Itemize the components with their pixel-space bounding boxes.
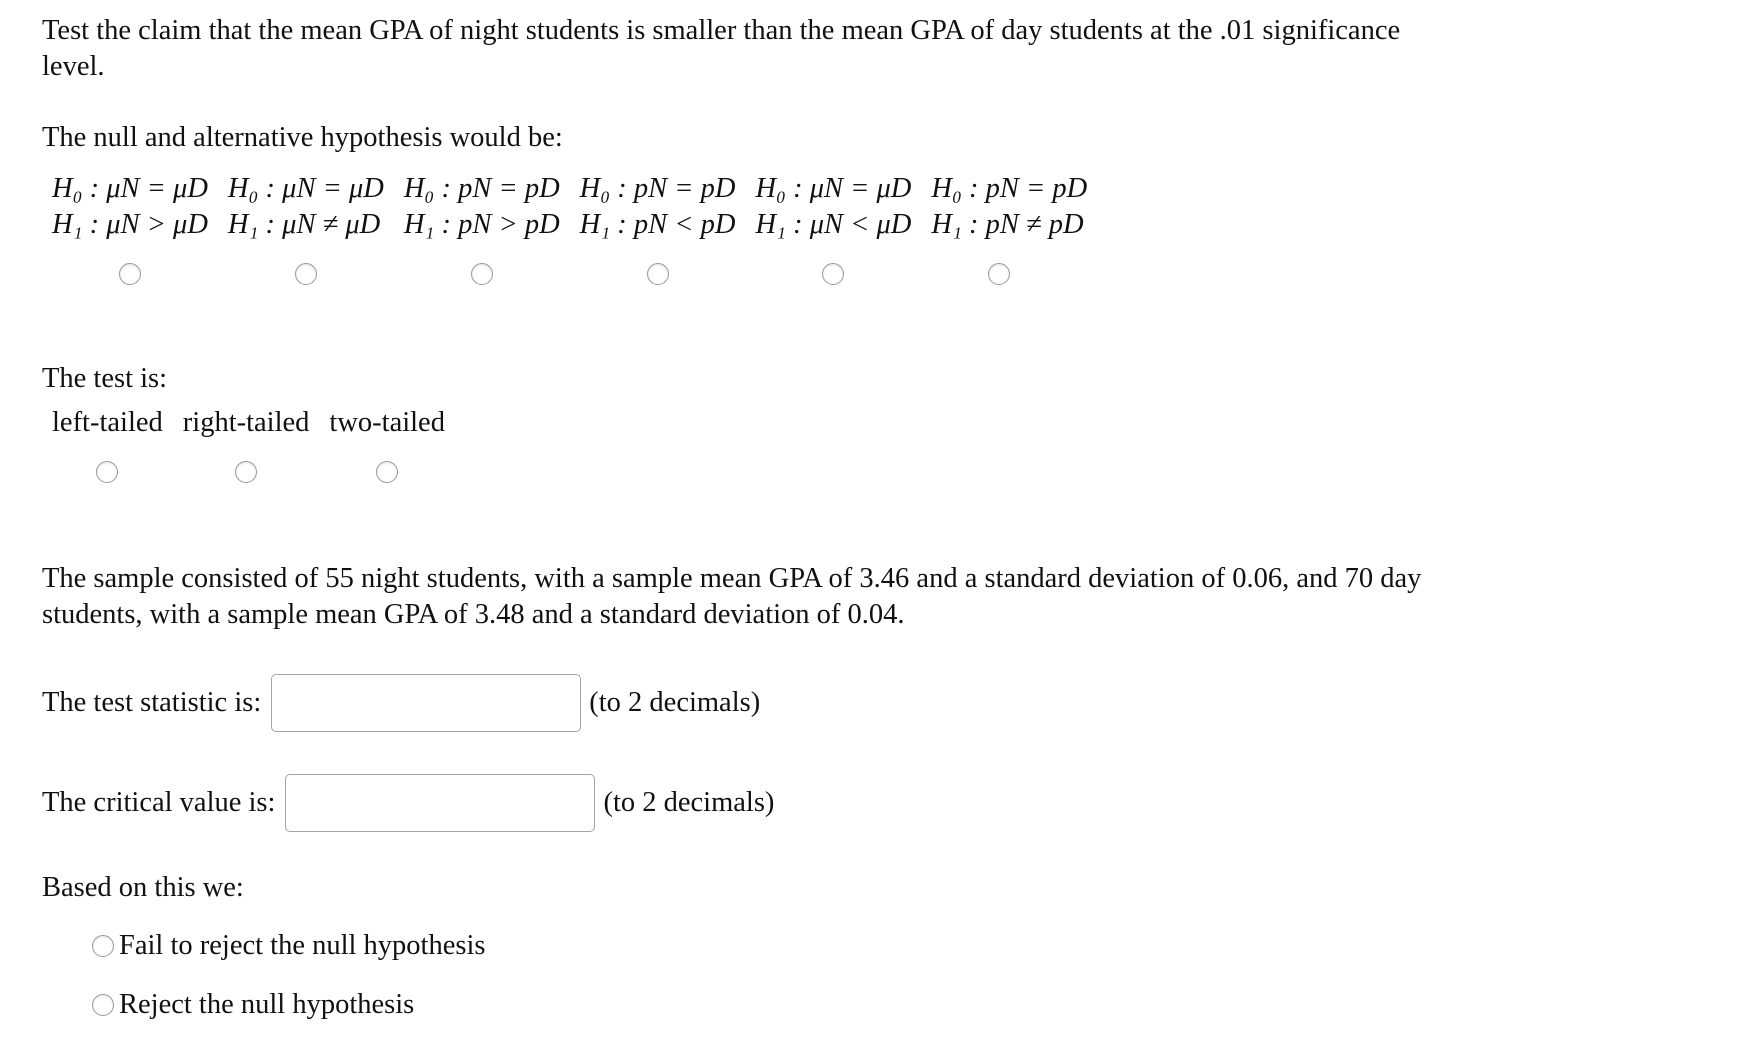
test-type-right-label: right-tailed <box>182 407 310 438</box>
hypothesis-option-1-h0: H₀ : μN = μD <box>52 173 208 204</box>
hypothesis-option-4-h1: H₁ : pN < pD <box>579 209 736 240</box>
hypothesis-option-2-h0: H₀ : μN = μD <box>227 173 384 204</box>
test-type-two-label: two-tailed <box>329 407 445 438</box>
hypothesis-option-3-h0: H₀ : pN = pD <box>403 173 560 204</box>
test-type-left-radio[interactable] <box>96 461 118 483</box>
critical-value-hint: (to 2 decimals) <box>603 787 775 818</box>
conclusion-radio-reject[interactable] <box>92 994 114 1016</box>
critical-value-row <box>42 774 774 832</box>
hypothesis-radio-6[interactable] <box>988 263 1010 285</box>
conclusion-heading: Based on this we: <box>42 872 244 903</box>
hypothesis-option-3-h1: H₁ : pN > pD <box>403 209 560 240</box>
conclusion-radio-fail-to-reject[interactable] <box>92 935 114 957</box>
hypothesis-option-6-h0: H₀ : pN = pD <box>931 173 1088 204</box>
hypothesis-heading: The null and alternative hypothesis would be: <box>42 122 563 153</box>
test-type-right-radio[interactable] <box>235 461 257 483</box>
question-claim: Test the claim that the mean GPA of night students is smaller than the mean GPA of day students at the .01 significance level. <box>42 15 1401 82</box>
hypothesis-option-4-h0: H₀ : pN = pD <box>579 173 736 204</box>
hypothesis-option-2-h1: H₁ : μN ≠ μD <box>227 209 381 240</box>
test-statistic-input[interactable] <box>271 674 581 732</box>
hypothesis-radio-5[interactable] <box>822 263 844 285</box>
conclusion-label-fail-to-reject: Fail to reject the null hypothesis <box>119 930 486 961</box>
hypothesis-option-5-h0: H₀ : μN = μD <box>755 173 912 204</box>
test-type-left-label: left-tailed <box>52 407 163 438</box>
hypothesis-option-5-h1: H₁ : μN < μD <box>755 209 912 240</box>
hypothesis-radio-4[interactable] <box>647 263 669 285</box>
conclusion-option-fail-to-reject[interactable] <box>92 928 485 964</box>
hypothesis-radio-2[interactable] <box>295 263 317 285</box>
hypothesis-options <box>52 171 1087 291</box>
test-statistic-row <box>42 674 760 732</box>
test-type-heading: The test is: <box>42 363 168 394</box>
hypothesis-radio-3[interactable] <box>471 263 493 285</box>
critical-value-input[interactable] <box>285 774 595 832</box>
test-statistic-label: The test statistic is: <box>42 687 262 718</box>
hypothesis-option-6-h1: H₁ : pN ≠ pD <box>931 209 1084 240</box>
test-type-two-radio[interactable] <box>376 461 398 483</box>
hypothesis-option-1-h1: H₁ : μN > μD <box>52 209 208 240</box>
conclusion-label-reject: Reject the null hypothesis <box>119 989 415 1020</box>
critical-value-label: The critical value is: <box>42 787 276 818</box>
hypothesis-radio-1[interactable] <box>119 263 141 285</box>
test-statistic-hint: (to 2 decimals) <box>589 687 761 718</box>
test-type-options <box>52 405 445 489</box>
sample-description: The sample consisted of 55 night students, with a sample mean GPA of 3.46 and a standard deviation of 0.06, and 70 day students, with a sample mean GPA of 3.48 and a standard deviation of 0.04. <box>42 563 1422 630</box>
conclusion-option-reject[interactable] <box>92 987 414 1023</box>
